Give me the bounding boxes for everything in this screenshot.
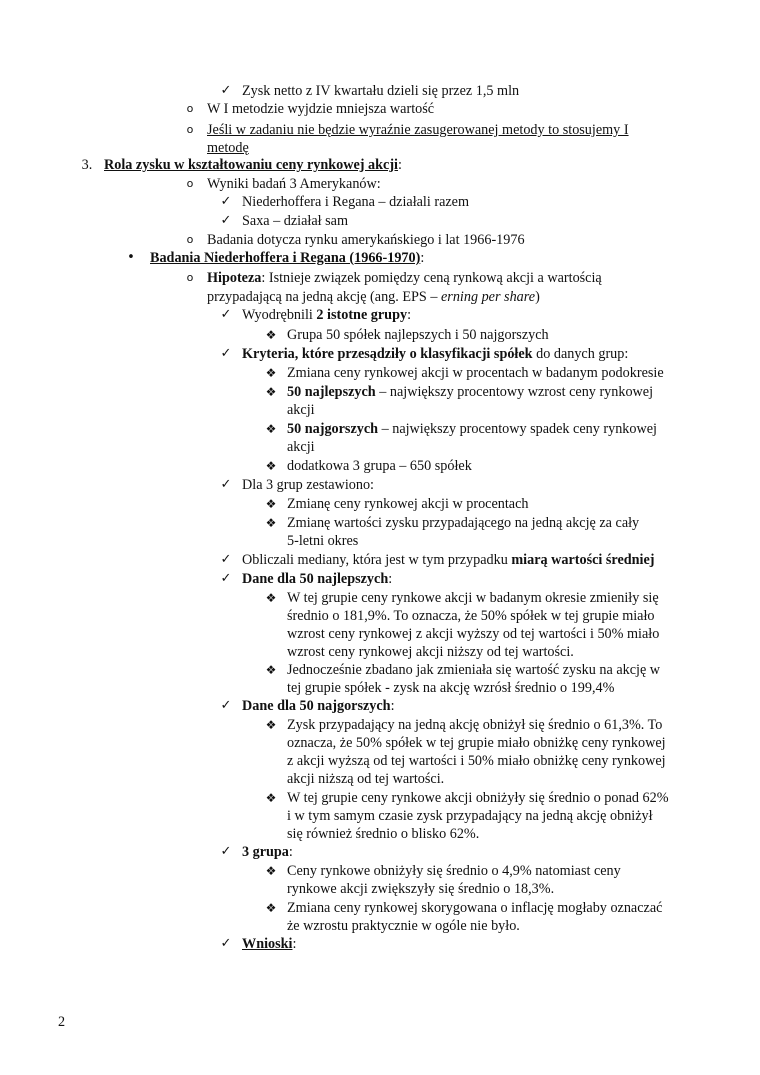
text-line: Kryteria, które przesądziły o klasyfikacji spółek do danych grup: xyxy=(242,346,629,362)
text-line: W tej grupie ceny rynkowe akcji w badanym okresie zmieniły się xyxy=(287,590,659,606)
text-line: i w tym samym czasie zysk przypadający na jedną akcję obniżył xyxy=(287,808,653,824)
text-line: oznacza, że 50% spółek w tej grupie miało obniżkę ceny rynkowej xyxy=(287,735,666,751)
text-line: Hipoteza: Istnieje związek pomiędzy ceną rynkową akcji a wartością xyxy=(207,270,602,286)
text-line: Dane dla 50 najgorszych: xyxy=(242,698,395,714)
diamond-bullet-icon: ❖ xyxy=(265,791,277,805)
section-heading: Rola zysku w kształtowaniu ceny rynkowej akcji: xyxy=(104,157,402,173)
circle-bullet-icon: o xyxy=(186,233,194,246)
text-line: z akcji wyższą od tej wartości i 50% miało obniżkę ceny rynkowej xyxy=(287,753,666,769)
diamond-bullet-icon: ❖ xyxy=(265,366,277,380)
text-line: Zmiana ceny rynkowej akcji w procentach w badanym podokresie xyxy=(287,365,664,381)
text-line: metodę xyxy=(207,140,249,156)
page-number: 2 xyxy=(58,1014,66,1030)
text-line: Zmianę ceny rynkowej akcji w procentach xyxy=(287,496,529,512)
text-line: Ceny rynkowe obniżyły się średnio o 4,9% natomiast ceny xyxy=(287,863,621,879)
text-line: Jednocześnie zbadano jak zmieniała się wartość zysku na akcję w xyxy=(287,662,661,678)
diamond-bullet-icon: ❖ xyxy=(265,591,277,605)
check-icon: ✓ xyxy=(220,936,232,951)
text-line: 3 grupa: xyxy=(242,844,293,860)
circle-bullet-icon: o xyxy=(186,271,194,284)
text-line: przypadającą na jedną akcję (ang. EPS – erning per share) xyxy=(207,289,540,305)
diamond-bullet-icon: ❖ xyxy=(265,718,277,732)
text-line: średnio o 181,9%. To oznacza, że 50% spółek w tej grupie miało xyxy=(287,608,655,624)
text-line: akcji xyxy=(287,439,315,455)
text-line: akcji xyxy=(287,402,315,418)
text-line: W tej grupie ceny rynkowe akcji obniżyły się średnio o ponad 62% xyxy=(287,790,669,806)
text-line: Jeśli w zadaniu nie będzie wyraźnie zasugerowanej metody to stosujemy I xyxy=(207,122,629,138)
text-line: Niederhoffera i Regana – działali razem xyxy=(242,194,470,210)
diamond-bullet-icon: ❖ xyxy=(265,328,277,342)
check-icon: ✓ xyxy=(220,194,232,209)
circle-bullet-icon: o xyxy=(186,102,194,115)
circle-bullet-icon: o xyxy=(186,123,194,136)
check-icon: ✓ xyxy=(220,307,232,322)
check-icon: ✓ xyxy=(220,83,232,98)
text-line: Saxa – działał sam xyxy=(242,213,348,229)
list-number: 3. xyxy=(81,157,93,173)
check-icon: ✓ xyxy=(220,213,232,228)
text-line: Wyniki badań 3 Amerykanów: xyxy=(207,176,381,192)
text-line: akcji niższą od tej wartości. xyxy=(287,771,445,787)
diamond-bullet-icon: ❖ xyxy=(265,422,277,436)
text-line: 50 najlepszych – największy procentowy wzrost ceny rynkowej xyxy=(287,384,654,400)
text-line: Zmianę wartości zysku przypadającego na jedną akcję za cały xyxy=(287,515,640,531)
text-line: Wyodrębnili 2 istotne grupy: xyxy=(242,307,412,323)
text-line: dodatkowa 3 grupa – 650 spółek xyxy=(287,458,472,474)
diamond-bullet-icon: ❖ xyxy=(265,459,277,473)
check-icon: ✓ xyxy=(220,698,232,713)
text-line: Badania dotycza rynku amerykańskiego i lat 1966-1976 xyxy=(207,232,525,248)
text-line: Zysk przypadający na jedną akcję obniżył się średnio o 61,3%. To xyxy=(287,717,663,733)
check-icon: ✓ xyxy=(220,571,232,586)
diamond-bullet-icon: ❖ xyxy=(265,663,277,677)
check-icon: ✓ xyxy=(220,552,232,567)
diamond-bullet-icon: ❖ xyxy=(265,901,277,915)
check-icon: ✓ xyxy=(220,844,232,859)
subsection-heading: Badania Niederhoffera i Regana (1966-1970): xyxy=(150,250,425,266)
bullet-icon: • xyxy=(127,250,135,265)
diamond-bullet-icon: ❖ xyxy=(265,385,277,399)
text-line: wzrost ceny rynkowej z akcji wyższy od tej wartości i 50% miało xyxy=(287,626,660,642)
diamond-bullet-icon: ❖ xyxy=(265,516,277,530)
text-line: 5-letni okres xyxy=(287,533,359,549)
text-line: W I metodzie wyjdzie mniejsza wartość xyxy=(207,101,435,117)
diamond-bullet-icon: ❖ xyxy=(265,864,277,878)
text-line: Obliczali mediany, która jest w tym przypadku miarą wartości średniej xyxy=(242,552,655,568)
diamond-bullet-icon: ❖ xyxy=(265,497,277,511)
check-icon: ✓ xyxy=(220,346,232,361)
text-line: tej grupie spółek - zysk na akcję wzrósł średnio o 199,4% xyxy=(287,680,615,696)
text-line: Wnioski: xyxy=(242,936,297,952)
text-line: Dane dla 50 najlepszych: xyxy=(242,571,393,587)
text-line: Dla 3 grup zestawiono: xyxy=(242,477,374,493)
text-line: się również średnio o blisko 62%. xyxy=(287,826,480,842)
check-icon: ✓ xyxy=(220,477,232,492)
text-line: Zmiana ceny rynkowej skorygowana o inflację mogłaby oznaczać xyxy=(287,900,663,916)
text-line: że wzrostu praktycznie w ogóle nie było. xyxy=(287,918,520,934)
circle-bullet-icon: o xyxy=(186,177,194,190)
text-line: rynkowe akcji zwiększyły się średnio o 18,3%. xyxy=(287,881,555,897)
text-line: Grupa 50 spółek najlepszych i 50 najgorszych xyxy=(287,327,549,343)
text-line: 50 najgorszych – największy procentowy spadek ceny rynkowej xyxy=(287,421,657,437)
text-line: wzrost ceny rynkowej akcji niższy od tej wartości. xyxy=(287,644,574,660)
text-line: Zysk netto z IV kwartału dzieli się przez 1,5 mln xyxy=(242,83,520,99)
